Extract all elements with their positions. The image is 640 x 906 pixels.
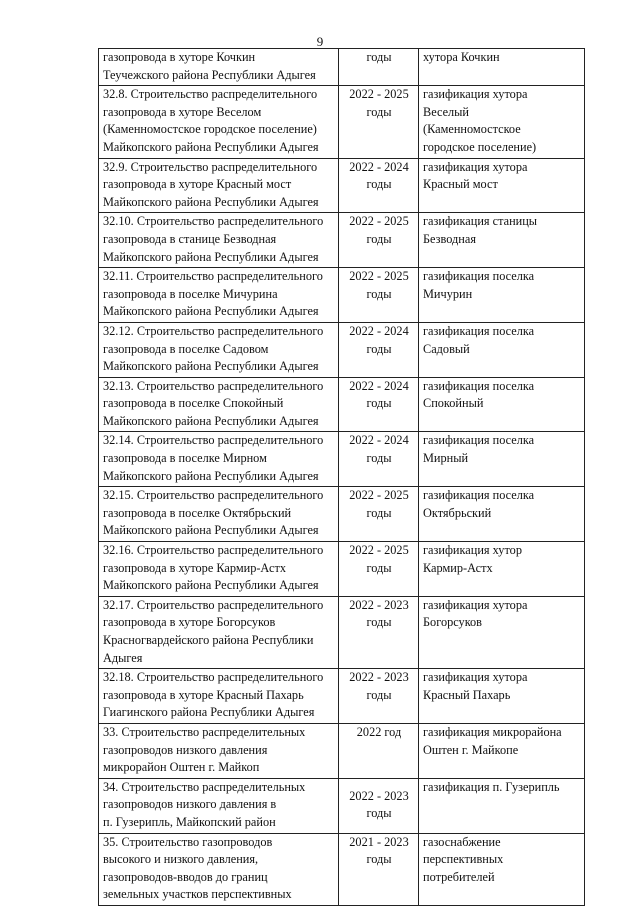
period-cell xyxy=(339,723,419,778)
measure-line: (Каменномостское городское поселение) xyxy=(103,122,317,137)
measure-line: 34. Строительство распределительных xyxy=(103,779,306,794)
period-cell xyxy=(339,377,419,432)
period-cell xyxy=(339,542,419,597)
measure-line: газопровода в хуторе Красный мост xyxy=(103,177,292,192)
measure-line: Майкопского района Республики Адыгея xyxy=(103,304,319,319)
measure-line: Майкопского района Республики Адыгея xyxy=(103,194,319,209)
result-line: газификация поселка xyxy=(423,378,535,393)
period-cell xyxy=(339,669,419,724)
measure-cell xyxy=(99,833,339,905)
measure-line: п. Гузерипль, Майкопский район xyxy=(103,814,276,829)
period-line: годы xyxy=(366,505,392,520)
table-row xyxy=(99,723,585,778)
table-row xyxy=(99,833,585,905)
measure-line: газопровода в хуторе Кочкин xyxy=(103,50,256,64)
measure-cell xyxy=(99,487,339,542)
measure-line: газопроводов низкого давления в xyxy=(103,797,277,812)
period-cell xyxy=(339,86,419,158)
measure-cell xyxy=(99,542,339,597)
result-line: газификация поселка xyxy=(423,488,535,503)
measure-line: 32.8. Строительство распределительного xyxy=(103,87,318,102)
period-line: 2022 - 2025 xyxy=(349,488,409,503)
result-line: Богорсуков xyxy=(423,615,482,630)
measures-table-body xyxy=(99,49,585,906)
measure-line: 35. Строительство газопроводов xyxy=(103,834,273,849)
period-cell xyxy=(339,833,419,905)
period-line: 2021 - 2023 xyxy=(349,834,409,849)
measure-line: газопровода в поселке Мирном xyxy=(103,451,267,466)
result-cell xyxy=(419,778,585,833)
period-line: 2022 - 2024 xyxy=(349,323,409,338)
measure-line: Адыгея xyxy=(103,650,143,665)
measure-cell xyxy=(99,596,339,668)
result-cell xyxy=(419,833,585,905)
measure-line: газопроводов низкого давления xyxy=(103,742,268,757)
measure-line: газопровода в хуторе Богорсуков xyxy=(103,615,276,630)
period-line: 2022 - 2023 xyxy=(349,597,409,612)
result-line: Мирный xyxy=(423,451,469,466)
result-line: газификация станицы xyxy=(423,214,538,229)
measure-line: 32.16. Строительство распределительного xyxy=(103,543,324,558)
period-cell xyxy=(339,487,419,542)
period-cell xyxy=(339,432,419,487)
result-line: газоснабжение xyxy=(423,834,501,849)
result-line: потребителей xyxy=(423,869,495,884)
period-line: 2022 - 2025 xyxy=(349,214,409,229)
result-line: газификация микрорайона xyxy=(423,724,562,739)
measure-cell xyxy=(99,49,339,86)
table-row xyxy=(99,432,585,487)
table-row xyxy=(99,213,585,268)
measure-line: 32.13. Строительство распределительного xyxy=(103,378,324,393)
period-line: годы xyxy=(366,560,392,575)
period-cell xyxy=(339,49,419,86)
period-line: 2022 - 2024 xyxy=(349,159,409,174)
result-cell xyxy=(419,49,585,86)
period-cell xyxy=(339,268,419,323)
table-row xyxy=(99,268,585,323)
result-line: газификация поселка xyxy=(423,323,535,338)
measure-cell xyxy=(99,158,339,213)
period-line: годы xyxy=(366,50,392,64)
measure-cell xyxy=(99,213,339,268)
measure-cell xyxy=(99,778,339,833)
period-line: 2022 - 2023 xyxy=(349,670,409,685)
period-cell xyxy=(339,322,419,377)
period-line: 2022 - 2025 xyxy=(349,87,409,102)
period-line: 2022 - 2023 xyxy=(349,788,409,803)
result-cell xyxy=(419,322,585,377)
measure-line: Майкопского района Республики Адыгея xyxy=(103,413,319,428)
result-line: газификация хутора xyxy=(423,159,528,174)
measure-line: Майкопского района Республики Адыгея xyxy=(103,523,319,538)
period-line: годы xyxy=(366,104,392,119)
table-row xyxy=(99,596,585,668)
measure-line: газопровода в станице Безводная xyxy=(103,231,277,246)
measure-line: газопровода в хуторе Красный Пахарь xyxy=(103,687,304,702)
measure-line: Майкопского района Республики Адыгея xyxy=(103,249,319,264)
period-line: 2022 - 2024 xyxy=(349,378,409,393)
result-line: газификация хутора xyxy=(423,87,528,102)
measure-line: Майкопского района Республики Адыгея xyxy=(103,139,319,154)
measure-cell xyxy=(99,669,339,724)
measures-table xyxy=(98,48,585,906)
result-line: газификация хутора xyxy=(423,670,528,685)
period-line: 2022 - 2025 xyxy=(349,269,409,284)
measure-line: газопроводов-вводов до границ xyxy=(103,869,268,884)
period-line: годы xyxy=(366,286,392,301)
period-line: 2022 - 2024 xyxy=(349,433,409,448)
result-line: Оштен г. Майкопе xyxy=(423,742,519,757)
table-row xyxy=(99,778,585,833)
result-line: городское поселение) xyxy=(423,139,537,154)
table-row xyxy=(99,322,585,377)
measure-line: Теучежского района Республики Адыгея xyxy=(103,67,316,82)
period-cell xyxy=(339,213,419,268)
period-cell xyxy=(339,778,419,833)
table-row xyxy=(99,487,585,542)
table-row xyxy=(99,542,585,597)
result-cell xyxy=(419,268,585,323)
result-cell xyxy=(419,669,585,724)
measure-line: высокого и низкого давления, xyxy=(103,852,259,867)
period-line: 2022 год xyxy=(356,724,402,739)
measure-line: 32.15. Строительство распределительного xyxy=(103,488,324,503)
measure-line: газопровода в поселке Спокойный xyxy=(103,396,284,411)
measure-line: Майкопского района Республики Адыгея xyxy=(103,359,319,374)
result-line: газификация хутор xyxy=(423,543,522,558)
measure-cell xyxy=(99,723,339,778)
result-cell xyxy=(419,542,585,597)
period-line: годы xyxy=(366,687,392,702)
period-line: годы xyxy=(366,806,392,821)
result-line: газификация поселка xyxy=(423,269,535,284)
measure-line: газопровода в поселке Садовом xyxy=(103,341,269,356)
result-line: Спокойный xyxy=(423,396,484,411)
measure-line: газопровода в хуторе Кармир-Астх xyxy=(103,560,286,575)
result-cell xyxy=(419,158,585,213)
period-line: годы xyxy=(366,615,392,630)
measure-line: 32.10. Строительство распределительного xyxy=(103,214,324,229)
result-cell xyxy=(419,596,585,668)
measure-line: Гиагинского района Республики Адыгея xyxy=(103,705,315,720)
period-line: 2022 - 2025 xyxy=(349,543,409,558)
measure-line: 32.12. Строительство распределительного xyxy=(103,323,324,338)
measure-line: микрорайон Оштен г. Майкоп xyxy=(103,760,260,775)
measure-line: 32.18. Строительство распределительного xyxy=(103,670,324,685)
result-line: газификация п. Гузерипль xyxy=(423,779,560,794)
measure-cell xyxy=(99,377,339,432)
table-row xyxy=(99,49,585,86)
measure-cell xyxy=(99,432,339,487)
period-line: годы xyxy=(366,451,392,466)
result-cell xyxy=(419,432,585,487)
table-row xyxy=(99,86,585,158)
measure-cell xyxy=(99,322,339,377)
measure-line: Красногвардейского района Республики xyxy=(103,633,314,647)
period-cell xyxy=(339,596,419,668)
measure-line: 32.14. Строительство распределительного xyxy=(103,433,324,448)
measure-line: газопровода в поселке Мичурина xyxy=(103,286,278,301)
result-line: Кармир-Астх xyxy=(423,560,493,575)
result-cell xyxy=(419,723,585,778)
result-line: Красный Пахарь xyxy=(423,687,511,702)
measure-line: газопровода в поселке Октябрьский xyxy=(103,505,292,520)
result-line: газификация хутора xyxy=(423,597,528,612)
measure-line: Майкопского района Республики Адыгея xyxy=(103,468,319,483)
measure-cell xyxy=(99,268,339,323)
measure-line: Майкопского района Республики Адыгея xyxy=(103,578,319,593)
result-line: перспективных xyxy=(423,852,504,867)
result-line: Садовый xyxy=(423,341,470,356)
measure-cell xyxy=(99,86,339,158)
measure-line: 32.9. Строительство распределительного xyxy=(103,159,318,174)
result-cell xyxy=(419,487,585,542)
measure-line: 33. Строительство распределительных xyxy=(103,724,306,739)
result-cell xyxy=(419,377,585,432)
table-row xyxy=(99,669,585,724)
period-line: годы xyxy=(366,396,392,411)
result-line: Безводная xyxy=(423,231,476,246)
result-line: хутора Кочкин xyxy=(423,50,500,64)
measure-line: 32.11. Строительство распределительного xyxy=(103,269,323,284)
result-line: Красный мост xyxy=(423,177,498,192)
result-line: Мичурин xyxy=(423,286,473,301)
measure-line: газопровода в хуторе Веселом xyxy=(103,104,262,119)
result-line: газификация поселка xyxy=(423,433,535,448)
period-line: годы xyxy=(366,852,392,867)
result-cell xyxy=(419,86,585,158)
period-line: годы xyxy=(366,177,392,192)
page-number: 9 xyxy=(316,34,324,49)
result-cell xyxy=(419,213,585,268)
table-row xyxy=(99,377,585,432)
period-cell xyxy=(339,158,419,213)
period-line: годы xyxy=(366,231,392,246)
result-line: Октябрьский xyxy=(423,505,492,520)
result-line: (Каменномостское xyxy=(423,122,521,137)
table-row xyxy=(99,158,585,213)
measure-line: земельных участков перспективных xyxy=(103,887,292,902)
result-line: Веселый xyxy=(423,104,470,119)
period-line: годы xyxy=(366,341,392,356)
measure-line: 32.17. Строительство распределительного xyxy=(103,597,324,612)
